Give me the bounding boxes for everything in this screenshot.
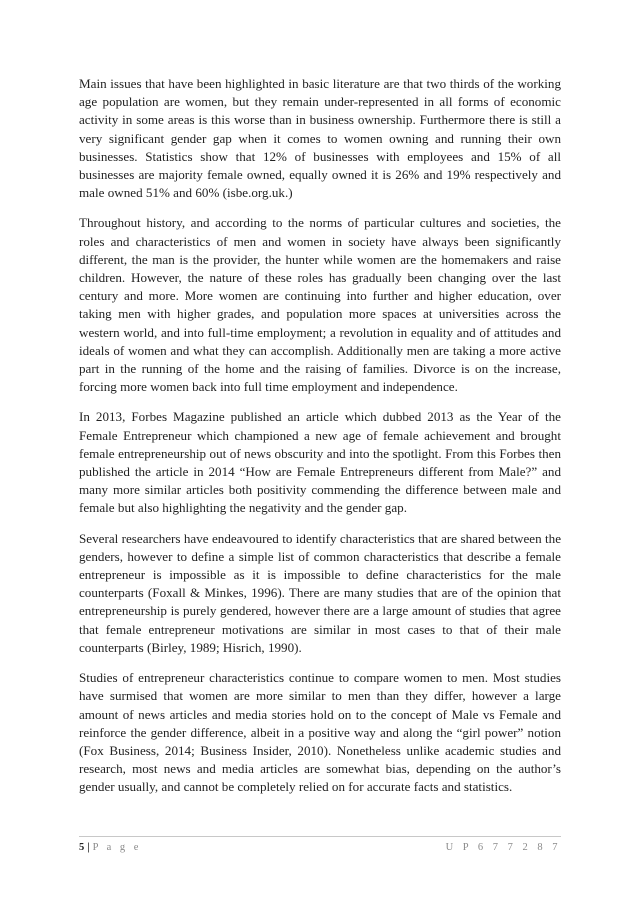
document-code: U P 6 7 7 2 8 7 — [445, 842, 561, 853]
page-footer — [79, 842, 561, 853]
footer-divider — [79, 836, 561, 837]
paragraph-3: In 2013, Forbes Magazine published an article which dubbed 2013 as the Year of the Female Entrepreneur which championed a new age of female achievement and brought female entrepreneurship out of news obscurity and into the spotlight. From this Forbes then published the article in 2014 “How are Female Entrepreneurs different from Male?” and many more similar articles both positivity commending the difference between male and female but also highlighting the negativity and the gender gap. — [79, 409, 561, 516]
paragraph-1: Main issues that have been highlighted in basic literature are that two thirds of the working age population are women, but they remain under-represented in all forms of economic activity in some areas is this worse than in business ownership. Furthermore there is still a very significant gender gap when it comes to women owning and running their own businesses. Statistics show that 12% of businesses with employees and 15% of all businesses are majority female owned, equally owned it is 26% and 19% respectively and male owned 51% and 60% (isbe.org.uk.) — [79, 76, 561, 201]
page-separator: | — [87, 842, 90, 853]
page-label — [79, 842, 141, 853]
page-number: 5 — [79, 842, 85, 853]
paragraph-5: Studies of entrepreneur characteristics continue to compare women to men. Most studies have surmised that women are more similar to men than they differ, however a large amount of news articles and media stories hold on to the concept of Male vs Female and reinforce the gender difference, albeit in a positive way and along the “girl power” notion (Fox Business, 2014; Business Insider, 2010). Nonetheless unlike academic studies and research, most news and media articles are somewhat bias, depending on the author’s gender usually, and cannot be completely relied on for accurate facts and statistics. — [79, 670, 561, 795]
page-word: P a g e — [92, 842, 142, 853]
paragraph-4: Several researchers have endeavoured to identify characteristics that are shared between the genders, however to define a simple list of common characteristics that describe a female entrepreneur is impossible as it is impossible to define characteristics for the male counterparts (Foxall & Minkes, 1996). There are many studies that are of the opinion that entrepreneurship is purely gendered, however there are a large amount of studies that agree that female entrepreneur motivations are similar in most cases to that of their male counterparts (Birley, 1989; Hisrich, 1990). — [79, 530, 561, 655]
paragraph-2: Throughout history, and according to the norms of particular cultures and societies, the roles and characteristics of men and women in society have always been significantly different, the man is the provider, the hunter while women are the homemakers and raise children. However, the nature of these roles has gradually been changing over the last century and more. More women are continuing into further and higher education, over taking men with higher grades, and population more spaces at universities across the western world, and into full-time employment; a revolution in equality and of attitudes and ideals of women and what they can accomplish. Additionally men are taking a more active part in the running of the home and the raising of families. Divorce is on the increase, forcing more women back into full time employment and independence. — [79, 215, 561, 395]
body-text — [79, 75, 561, 809]
